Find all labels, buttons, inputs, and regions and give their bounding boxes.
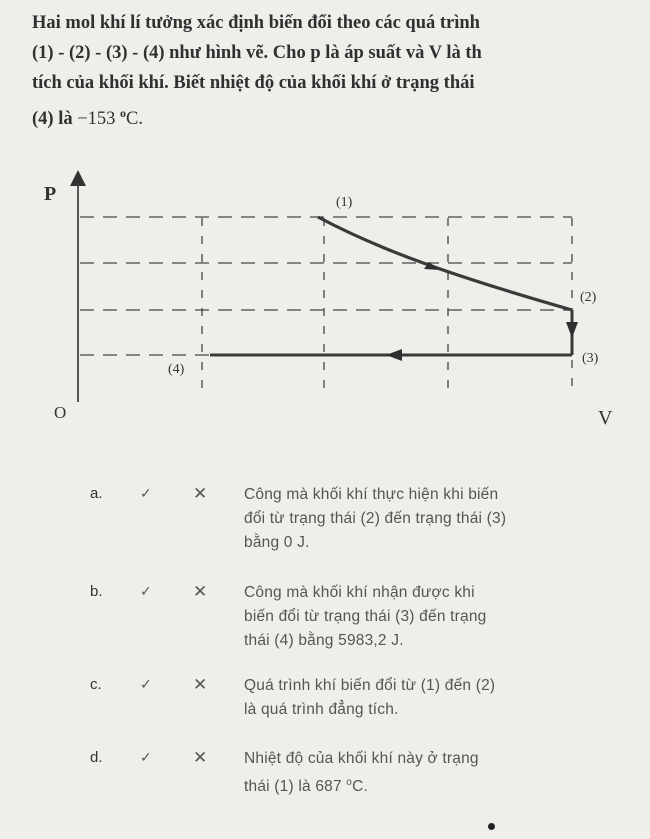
option-a-line-3: bằng 0 J. xyxy=(244,534,310,551)
option-d-line-2 xyxy=(244,771,634,799)
option-d-false-button[interactable]: ✕ xyxy=(193,748,208,768)
problem-line-2: (1) - (2) - (3) - (4) như hình vẽ. Cho p là áp suất và V là th xyxy=(32,43,482,63)
option-a-letter: a. xyxy=(90,485,103,502)
state-2-label: (2) xyxy=(580,290,597,305)
option-a-statement xyxy=(244,483,634,555)
option-c-true-button[interactable]: ✓ xyxy=(140,677,152,693)
pv-diagram xyxy=(0,170,650,435)
problem-line-3: tích của khối khí. Biết nhiệt độ của khối khí ở trạng thái xyxy=(32,73,475,93)
horizontal-grid xyxy=(80,217,572,355)
process-2-3-arrow xyxy=(566,322,578,338)
option-d-true-button[interactable]: ✓ xyxy=(140,750,152,766)
option-d-letter: d. xyxy=(90,749,103,766)
option-d-statement xyxy=(244,747,634,799)
degree-symbol: o xyxy=(120,106,127,120)
option-d-line-2-prefix: thái (1) là 687 xyxy=(244,778,342,796)
problem-line-4 xyxy=(32,98,644,134)
option-b-false-button[interactable]: ✕ xyxy=(193,582,208,602)
temperature-unit: C. xyxy=(352,778,368,796)
option-a-line-1: Công mà khối khí thực hiện khi biến xyxy=(244,486,499,503)
process-3-4-arrow xyxy=(386,349,402,361)
option-b-line-2: biến đổi từ trạng thái (3) đến trạng xyxy=(244,608,487,625)
option-b-statement xyxy=(244,581,634,653)
degree-symbol: o xyxy=(346,777,353,788)
temperature-unit: C. xyxy=(126,109,143,130)
state-3-label: (3) xyxy=(582,351,599,366)
option-c-letter: c. xyxy=(90,676,102,693)
cursor-dot xyxy=(488,823,495,830)
problem-line-1: Hai mol khí lí tưởng xác định biến đổi theo các quá trình xyxy=(32,13,480,33)
problem-line-4-prefix: (4) là xyxy=(32,109,73,130)
option-b-letter: b. xyxy=(90,583,103,600)
option-a-false-button[interactable]: ✕ xyxy=(193,484,208,504)
option-b-line-3: thái (4) bằng 5983,2 J. xyxy=(244,632,404,649)
option-c-false-button[interactable]: ✕ xyxy=(193,675,208,695)
origin-label: O xyxy=(54,403,67,422)
state-4-temperature: −153 xyxy=(77,109,116,130)
option-d-line-1: Nhiệt độ của khối khí này ở trạng xyxy=(244,750,479,767)
option-a-true-button[interactable]: ✓ xyxy=(140,486,152,502)
option-c-line-2: là quá trình đẳng tích. xyxy=(244,701,399,718)
option-c-statement xyxy=(244,674,634,722)
option-c-line-1: Quá trình khí biến đổi từ (1) đến (2) xyxy=(244,677,496,694)
state-1-label: (1) xyxy=(336,195,353,210)
problem-statement xyxy=(32,8,644,134)
vertical-grid xyxy=(202,218,572,395)
option-a-line-2: đổi từ trạng thái (2) đến trạng thái (3) xyxy=(244,510,507,527)
option-b-line-1: Công mà khối khí nhận được khi xyxy=(244,584,475,601)
state-4-label: (4) xyxy=(168,362,185,377)
option-b-true-button[interactable]: ✓ xyxy=(140,584,152,600)
v-axis-label: V xyxy=(598,407,613,429)
p-axis-label: P xyxy=(44,183,57,205)
